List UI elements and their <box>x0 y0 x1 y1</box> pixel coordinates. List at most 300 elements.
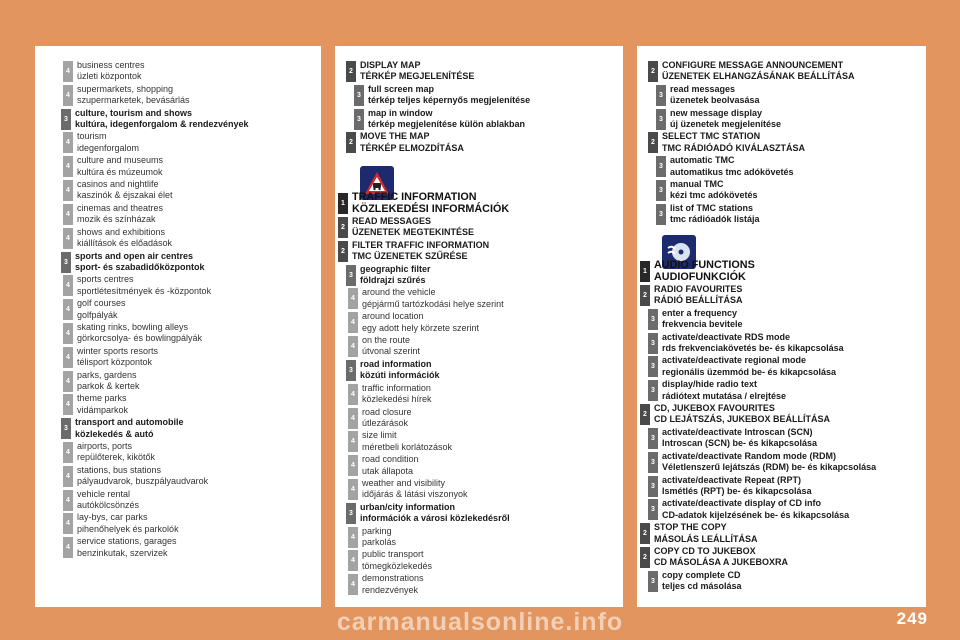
entry-label-en: road condition <box>362 454 419 465</box>
menu-entry-text <box>360 131 464 154</box>
entry-label-hu: Ismétlés (RPT) be- és kikapcsolása <box>662 485 812 496</box>
menu-entry-level-2 <box>640 522 929 545</box>
menu-entry-level-4 <box>63 322 339 345</box>
entry-label-en: supermarkets, shopping <box>77 83 174 94</box>
menu-entry-level-4 <box>348 287 626 310</box>
entry-label-en: parking <box>362 525 392 536</box>
level-badge: 4 <box>348 479 358 500</box>
menu-column-middle <box>335 46 623 607</box>
entry-label-en: airports, ports <box>77 441 133 451</box>
menu-entry-level-3 <box>61 108 339 131</box>
menu-entry-text <box>662 451 876 474</box>
entry-label-en: urban/city information <box>360 501 456 512</box>
level-badge: 3 <box>656 180 666 201</box>
level-badge: 4 <box>63 394 73 415</box>
level-badge: 2 <box>640 404 650 425</box>
entry-label-en: full screen map <box>368 83 435 94</box>
menu-entry-text <box>75 417 184 440</box>
level-badge: 3 <box>648 571 658 592</box>
level-badge: 3 <box>61 418 71 439</box>
menu-entry-text <box>77 84 190 107</box>
entry-label-en: service stations, garages <box>77 536 177 547</box>
menu-entry-level-3 <box>656 108 937 131</box>
entry-label-hu: Véletlenszerű lejátszás (RDM) be- és kikapcsolása <box>662 462 877 473</box>
entry-label-en: road closure <box>362 406 412 417</box>
menu-entry-level-4 <box>348 311 626 334</box>
menu-entry-text <box>362 573 424 596</box>
menu-entry-text <box>77 203 163 226</box>
menu-entry-text <box>662 475 812 498</box>
menu-entry-level-4 <box>63 370 339 393</box>
entry-label-hu: ÜZENETEK MEGTEKINTÉSE <box>352 227 475 238</box>
menu-entry-text <box>670 179 758 202</box>
menu-entry-level-3 <box>648 308 929 331</box>
entry-label-hu: idegenforgalom <box>77 142 140 153</box>
entry-label-hu: vidámparkok <box>77 404 129 415</box>
entry-label-en: MOVE THE MAP <box>360 131 430 142</box>
menu-entry-level-4 <box>348 430 626 453</box>
entry-label-hu: útvonal szerint <box>362 346 421 357</box>
menu-entry-level-2 <box>338 240 626 263</box>
entry-label-en: culture and museums <box>77 155 164 166</box>
level-badge: 4 <box>63 61 73 82</box>
level-badge: 4 <box>348 527 358 548</box>
menu-entry-text <box>654 260 755 283</box>
level-badge: 3 <box>346 360 356 381</box>
entry-label-en: sports and open air centres <box>75 250 194 261</box>
entry-label-hu: közlekedési hírek <box>362 394 432 405</box>
entry-label-en: sports centres <box>77 274 134 285</box>
menu-entry-text <box>654 522 758 545</box>
menu-entry-level-2 <box>346 60 634 83</box>
menu-entry-text <box>362 335 420 358</box>
menu-entry-level-4 <box>63 393 339 416</box>
menu-entry-level-4 <box>63 179 339 202</box>
entry-label-hu: sportlétesítmények és -központok <box>77 285 212 296</box>
menu-column-right <box>637 46 926 607</box>
menu-entry-level-3 <box>61 417 339 440</box>
menu-entry-text <box>77 441 155 464</box>
entry-label-hu: RÁDIÓ BEÁLLÍTÁSA <box>654 295 743 306</box>
menu-entry-text <box>362 407 412 430</box>
level-badge: 2 <box>648 61 658 82</box>
menu-entry-level-3 <box>648 355 929 378</box>
menu-entry-text <box>77 155 163 178</box>
entry-label-hu: TMC RÁDIÓADÓ KIVÁLASZTÁSA <box>662 142 805 153</box>
menu-entry-text <box>362 454 419 477</box>
menu-entry-text <box>362 478 468 501</box>
menu-entry-text <box>670 203 760 226</box>
menu-entry-text <box>75 108 249 131</box>
entry-label-en: map in window <box>368 107 433 118</box>
menu-entry-level-1 <box>640 260 929 283</box>
entry-label-hu: sport- és szabadidőközpontok <box>75 261 205 272</box>
level-badge: 3 <box>648 333 658 354</box>
menu-entry-level-3 <box>656 203 937 226</box>
menu-entry-text <box>77 60 145 83</box>
entry-label-hu: regionális üzemmód be- és kikapcsolása <box>662 366 837 377</box>
menu-entry-level-4 <box>63 60 339 83</box>
menu-entry-text <box>352 240 489 263</box>
level-badge: 4 <box>348 408 358 429</box>
entry-label-en: around location <box>362 311 424 322</box>
entry-label-en: traffic information <box>362 382 431 393</box>
level-badge: 4 <box>348 455 358 476</box>
menu-entry-text <box>662 131 805 154</box>
entry-label-en: new message display <box>670 107 763 118</box>
entry-label-en: COPY CD TO JUKEBOX <box>654 545 756 556</box>
level-badge: 4 <box>348 336 358 357</box>
menu-entry-text <box>362 383 432 406</box>
entry-label-en: SELECT TMC STATION <box>662 131 761 142</box>
menu-entry-text <box>75 251 205 274</box>
entry-label-hu: AUDIOFUNKCIÓK <box>654 270 746 283</box>
menu-entry-text <box>360 264 431 287</box>
entry-label-en: display/hide radio text <box>662 379 758 390</box>
entry-label-hu: tömegközlekedés <box>362 560 433 571</box>
menu-entry-level-3 <box>61 251 339 274</box>
level-badge: 2 <box>346 132 356 153</box>
entry-label-en: skating rinks, bowling alleys <box>77 321 189 332</box>
menu-entry-level-3 <box>346 359 626 382</box>
level-badge: 2 <box>648 132 658 153</box>
menu-entry-text <box>662 570 742 593</box>
entry-label-hu: időjárás & látási viszonyok <box>362 489 468 500</box>
level-badge: 3 <box>656 204 666 225</box>
menu-entry-level-3 <box>354 108 634 131</box>
entry-label-hu: rendezvények <box>362 584 419 595</box>
entry-label-hu: földrajzi szűrés <box>360 275 426 286</box>
entry-label-en: road information <box>360 358 432 369</box>
menu-entry-level-4 <box>63 274 339 297</box>
entry-label-hu: útlezárások <box>362 417 409 428</box>
menu-entry-level-4 <box>63 441 339 464</box>
entry-label-hu: TÉRKÉP ELMOZDÍTÁSA <box>360 142 464 153</box>
entry-label-en: activate/deactivate Random mode (RDM) <box>662 450 837 461</box>
menu-entry-level-1 <box>338 192 626 215</box>
entry-label-en: FILTER TRAFFIC INFORMATION <box>352 239 490 250</box>
menu-entry-level-4 <box>348 383 626 406</box>
menu-entry-level-3 <box>656 155 937 178</box>
entry-label-en: geographic filter <box>360 263 431 274</box>
entry-label-hu: golfpályák <box>77 309 118 320</box>
entry-label-en: CD, JUKEBOX FAVOURITES <box>654 403 775 414</box>
menu-entry-level-3 <box>656 179 937 202</box>
menu-entry-text <box>77 393 128 416</box>
level-badge: 4 <box>63 299 73 320</box>
entry-label-hu: rádiótext mutatása / elrejtése <box>662 390 787 401</box>
menu-entry-level-3 <box>648 451 929 474</box>
entry-label-hu: méretbeli korlátozások <box>362 441 453 452</box>
level-badge: 2 <box>640 547 650 568</box>
entry-label-en: CONFIGURE MESSAGE ANNOUNCEMENT <box>662 60 844 70</box>
level-badge: 3 <box>648 428 658 449</box>
entry-label-en: DISPLAY MAP <box>360 60 421 70</box>
level-badge: 2 <box>338 241 348 262</box>
entry-label-hu: Introscan (SCN) be- és kikapcsolása <box>662 438 818 449</box>
entry-label-hu: automatikus tmc adókövetés <box>670 166 794 177</box>
menu-entry-text <box>662 60 855 83</box>
menu-entry-level-4 <box>63 346 339 369</box>
entry-label-hu: szupermarketek, bevásárlás <box>77 95 190 106</box>
level-badge: 4 <box>63 513 73 534</box>
level-badge: 1 <box>640 261 650 282</box>
level-badge: 3 <box>648 309 658 330</box>
level-badge: 4 <box>63 156 73 177</box>
level-badge: 4 <box>63 347 73 368</box>
level-badge: 4 <box>63 180 73 201</box>
entry-label-hu: mozik és színházak <box>77 214 156 225</box>
entry-label-hu: frekvencia bevitele <box>662 319 743 330</box>
entry-label-en: enter a frequency <box>662 307 738 318</box>
menu-entry-text <box>77 465 208 488</box>
entry-label-en: around the vehicle <box>362 287 436 298</box>
entry-label-hu: parkolás <box>362 536 397 547</box>
level-badge: 4 <box>63 537 73 558</box>
entry-label-hu: TMC ÜZENETEK SZŰRÉSE <box>352 251 468 262</box>
entry-label-hu: télisport központok <box>77 357 153 368</box>
menu-entry-level-2 <box>346 131 634 154</box>
entry-label-hu: MÁSOLÁS LEÁLLÍTÁSA <box>654 533 758 544</box>
entry-label-en: vehicle rental <box>77 488 131 499</box>
menu-entry-text <box>77 227 172 250</box>
entry-label-en: activate/deactivate RDS mode <box>662 331 791 342</box>
entry-label-hu: térkép teljes képernyős megjelenítése <box>368 95 531 106</box>
menu-entry-text <box>352 192 509 215</box>
level-badge: 3 <box>346 265 356 286</box>
level-badge: 4 <box>63 442 73 463</box>
menu-entry-level-4 <box>348 526 626 549</box>
menu-entry-text <box>368 108 525 131</box>
level-badge: 4 <box>63 371 73 392</box>
entry-label-en: on the route <box>362 335 411 346</box>
menu-entry-text <box>77 179 173 202</box>
entry-label-en: demonstrations <box>362 573 424 584</box>
entry-label-en: parks, gardens <box>77 369 137 380</box>
page-number: 249 <box>896 609 928 628</box>
entry-label-hu: CD LEJÁTSZÁS, JUKEBOX BEÁLLÍTÁSA <box>654 414 831 425</box>
level-badge: 2 <box>640 523 650 544</box>
menu-entry-text <box>654 403 830 426</box>
menu-entry-level-3 <box>648 427 929 450</box>
entry-label-hu: tmc rádióadók listája <box>670 214 760 225</box>
menu-entry-text <box>670 108 781 131</box>
entry-label-en: stations, bus stations <box>77 464 162 475</box>
menu-entry-text <box>662 379 786 402</box>
menu-entry-level-4 <box>348 454 626 477</box>
menu-entry-text <box>362 430 452 453</box>
level-badge: 3 <box>61 252 71 273</box>
entry-label-en: tourism <box>77 131 107 142</box>
entry-label-hu: ÜZENETEK ELHANGZÁSÁNAK BEÁLLÍTÁSA <box>662 71 855 82</box>
entry-label-en: READ MESSAGES <box>352 216 432 226</box>
entry-label-hu: közúti információk <box>360 370 440 381</box>
menu-entry-text <box>662 427 817 450</box>
entry-label-en: TRAFFIC INFORMATION <box>352 191 477 203</box>
menu-entry-level-2 <box>640 546 929 569</box>
entry-label-en: AUDIO FUNCTIONS <box>654 259 755 271</box>
entry-label-en: activate/deactivate Introscan (SCN) <box>662 426 813 437</box>
entry-label-hu: üzenetek beolvasása <box>670 95 760 106</box>
entry-label-hu: KÖZLEKEDÉSI INFORMÁCIÓK <box>352 202 510 215</box>
entry-label-en: lay-bys, car parks <box>77 512 148 523</box>
menu-entry-level-3 <box>648 332 929 355</box>
level-badge: 3 <box>648 476 658 497</box>
entry-label-hu: térkép megjelenítése külön ablakban <box>368 119 526 130</box>
entry-label-en: automatic TMC <box>670 155 735 166</box>
entry-label-en: activate/deactivate Repeat (RPT) <box>662 474 802 485</box>
level-badge: 3 <box>346 503 356 524</box>
level-badge: 3 <box>648 380 658 401</box>
menu-entry-level-4 <box>63 298 339 321</box>
level-badge: 4 <box>63 323 73 344</box>
menu-entry-text <box>360 60 474 83</box>
entry-label-hu: kultúra és múzeumok <box>77 166 163 177</box>
level-badge: 3 <box>648 499 658 520</box>
menu-entry-text <box>670 84 760 107</box>
menu-entry-level-4 <box>348 335 626 358</box>
menu-entry-level-4 <box>63 536 339 559</box>
menu-entry-text <box>77 322 202 345</box>
entry-label-hu: CD MÁSOLÁSA A JUKEBOXRA <box>654 557 789 568</box>
menu-entry-text <box>670 155 794 178</box>
entry-label-en: golf courses <box>77 298 126 309</box>
entry-label-hu: autókölcsönzés <box>77 500 140 511</box>
level-badge: 2 <box>346 61 356 82</box>
menu-entry-text <box>77 489 139 512</box>
entry-label-hu: repülőterek, kikötők <box>77 452 156 463</box>
watermark: carmanualsonline.info <box>336 608 624 636</box>
menu-entry-text <box>77 298 126 321</box>
menu-entry-level-4 <box>63 131 339 154</box>
entry-label-hu: gépjármű tartózkodási helye szerint <box>362 298 504 309</box>
entry-label-en: size limit <box>362 430 397 441</box>
entry-label-hu: benzinkutak, szervizek <box>77 547 168 558</box>
entry-label-hu: teljes cd másolása <box>662 581 742 592</box>
menu-entry-level-4 <box>63 465 339 488</box>
level-badge: 3 <box>354 109 364 130</box>
menu-entry-level-3 <box>648 498 929 521</box>
entry-label-en: copy complete CD <box>662 569 741 580</box>
level-badge: 4 <box>348 550 358 571</box>
menu-entry-text <box>77 512 179 535</box>
menu-entry-text <box>368 84 530 107</box>
menu-entry-level-4 <box>348 549 626 572</box>
level-badge: 4 <box>63 275 73 296</box>
menu-entry-level-3 <box>354 84 634 107</box>
menu-entry-level-2 <box>338 216 626 239</box>
menu-entry-level-4 <box>348 407 626 430</box>
level-badge: 4 <box>63 204 73 225</box>
menu-entry-text <box>654 284 743 307</box>
level-badge: 4 <box>63 466 73 487</box>
menu-entry-level-2 <box>640 403 929 426</box>
menu-entry-level-4 <box>63 489 339 512</box>
menu-entry-level-2 <box>640 284 929 307</box>
menu-entry-text <box>360 359 440 382</box>
entry-label-en: RADIO FAVOURITES <box>654 284 743 294</box>
level-badge: 3 <box>656 156 666 177</box>
level-badge: 1 <box>338 193 348 214</box>
menu-entry-level-3 <box>346 264 626 287</box>
menu-entry-level-2 <box>648 131 937 154</box>
level-badge: 3 <box>61 109 71 130</box>
level-badge: 4 <box>63 490 73 511</box>
entry-label-en: activate/deactivate regional mode <box>662 355 807 366</box>
level-badge: 4 <box>348 431 358 452</box>
entry-label-hu: kaszinók & éjszakai élet <box>77 190 173 201</box>
entry-label-en: public transport <box>362 549 424 560</box>
entry-label-hu: pályaudvarok, buszpályaudvarok <box>77 476 209 487</box>
menu-entry-text <box>77 131 139 154</box>
menu-entry-level-4 <box>348 478 626 501</box>
menu-entry-level-3 <box>346 502 626 525</box>
entry-label-en: STOP THE COPY <box>654 522 727 533</box>
menu-entry-text <box>662 308 743 331</box>
level-badge: 4 <box>348 312 358 333</box>
menu-entry-level-3 <box>648 570 929 593</box>
menu-entry-text <box>662 332 844 355</box>
entry-label-en: transport and automobile <box>75 417 184 428</box>
entry-label-en: manual TMC <box>670 179 724 190</box>
menu-entry-text <box>662 498 849 521</box>
entry-label-hu: pihenőhelyek és parkolók <box>77 523 179 534</box>
menu-entry-text <box>654 546 788 569</box>
menu-column-left <box>35 46 321 607</box>
entry-label-en: shows and exhibitions <box>77 226 166 237</box>
menu-entry-text <box>362 526 396 549</box>
entry-label-en: cinemas and theatres <box>77 202 164 213</box>
menu-entry-level-3 <box>656 84 937 107</box>
level-badge: 4 <box>348 288 358 309</box>
menu-entry-text <box>77 274 211 297</box>
level-badge: 3 <box>354 85 364 106</box>
menu-entry-level-4 <box>348 573 626 596</box>
level-badge: 4 <box>63 132 73 153</box>
menu-entry-level-3 <box>648 379 929 402</box>
entry-label-en: culture, tourism and shows <box>75 107 193 118</box>
level-badge: 3 <box>656 109 666 130</box>
entry-label-en: weather and visibility <box>362 477 446 488</box>
level-badge: 4 <box>348 574 358 595</box>
level-badge: 4 <box>63 228 73 249</box>
menu-entry-text <box>662 355 836 378</box>
entry-label-hu: kiállítások és előadások <box>77 238 173 249</box>
menu-entry-text <box>362 311 479 334</box>
entry-label-hu: parkok & kertek <box>77 380 140 391</box>
menu-entry-level-4 <box>63 203 339 226</box>
entry-label-en: activate/deactivate display of CD info <box>662 498 822 509</box>
menu-entry-text <box>352 216 474 239</box>
entry-label-hu: TÉRKÉP MEGJELENÍTÉSE <box>360 71 475 82</box>
entry-label-hu: görkorcsolya- és bowlingpályák <box>77 333 203 344</box>
level-badge: 3 <box>648 356 658 377</box>
level-badge: 3 <box>656 85 666 106</box>
entry-label-en: list of TMC stations <box>670 202 753 213</box>
level-badge: 4 <box>348 384 358 405</box>
entry-label-hu: új üzenetek megjelenítése <box>670 119 782 130</box>
entry-label-hu: rds frekvenciakövetés be- és kikapcsolása <box>662 343 844 354</box>
entry-label-hu: információk a városi közlekedésről <box>360 513 510 524</box>
level-badge: 4 <box>63 85 73 106</box>
menu-entry-text <box>77 370 140 393</box>
entry-label-hu: CD-adatok kijelzésének be- és kikapcsolása <box>662 509 850 520</box>
entry-label-en: casinos and nightlife <box>77 179 159 190</box>
menu-entry-level-4 <box>63 84 339 107</box>
menu-entry-level-3 <box>648 475 929 498</box>
entry-label-hu: üzleti központok <box>77 71 142 82</box>
entry-label-en: winter sports resorts <box>77 345 159 356</box>
